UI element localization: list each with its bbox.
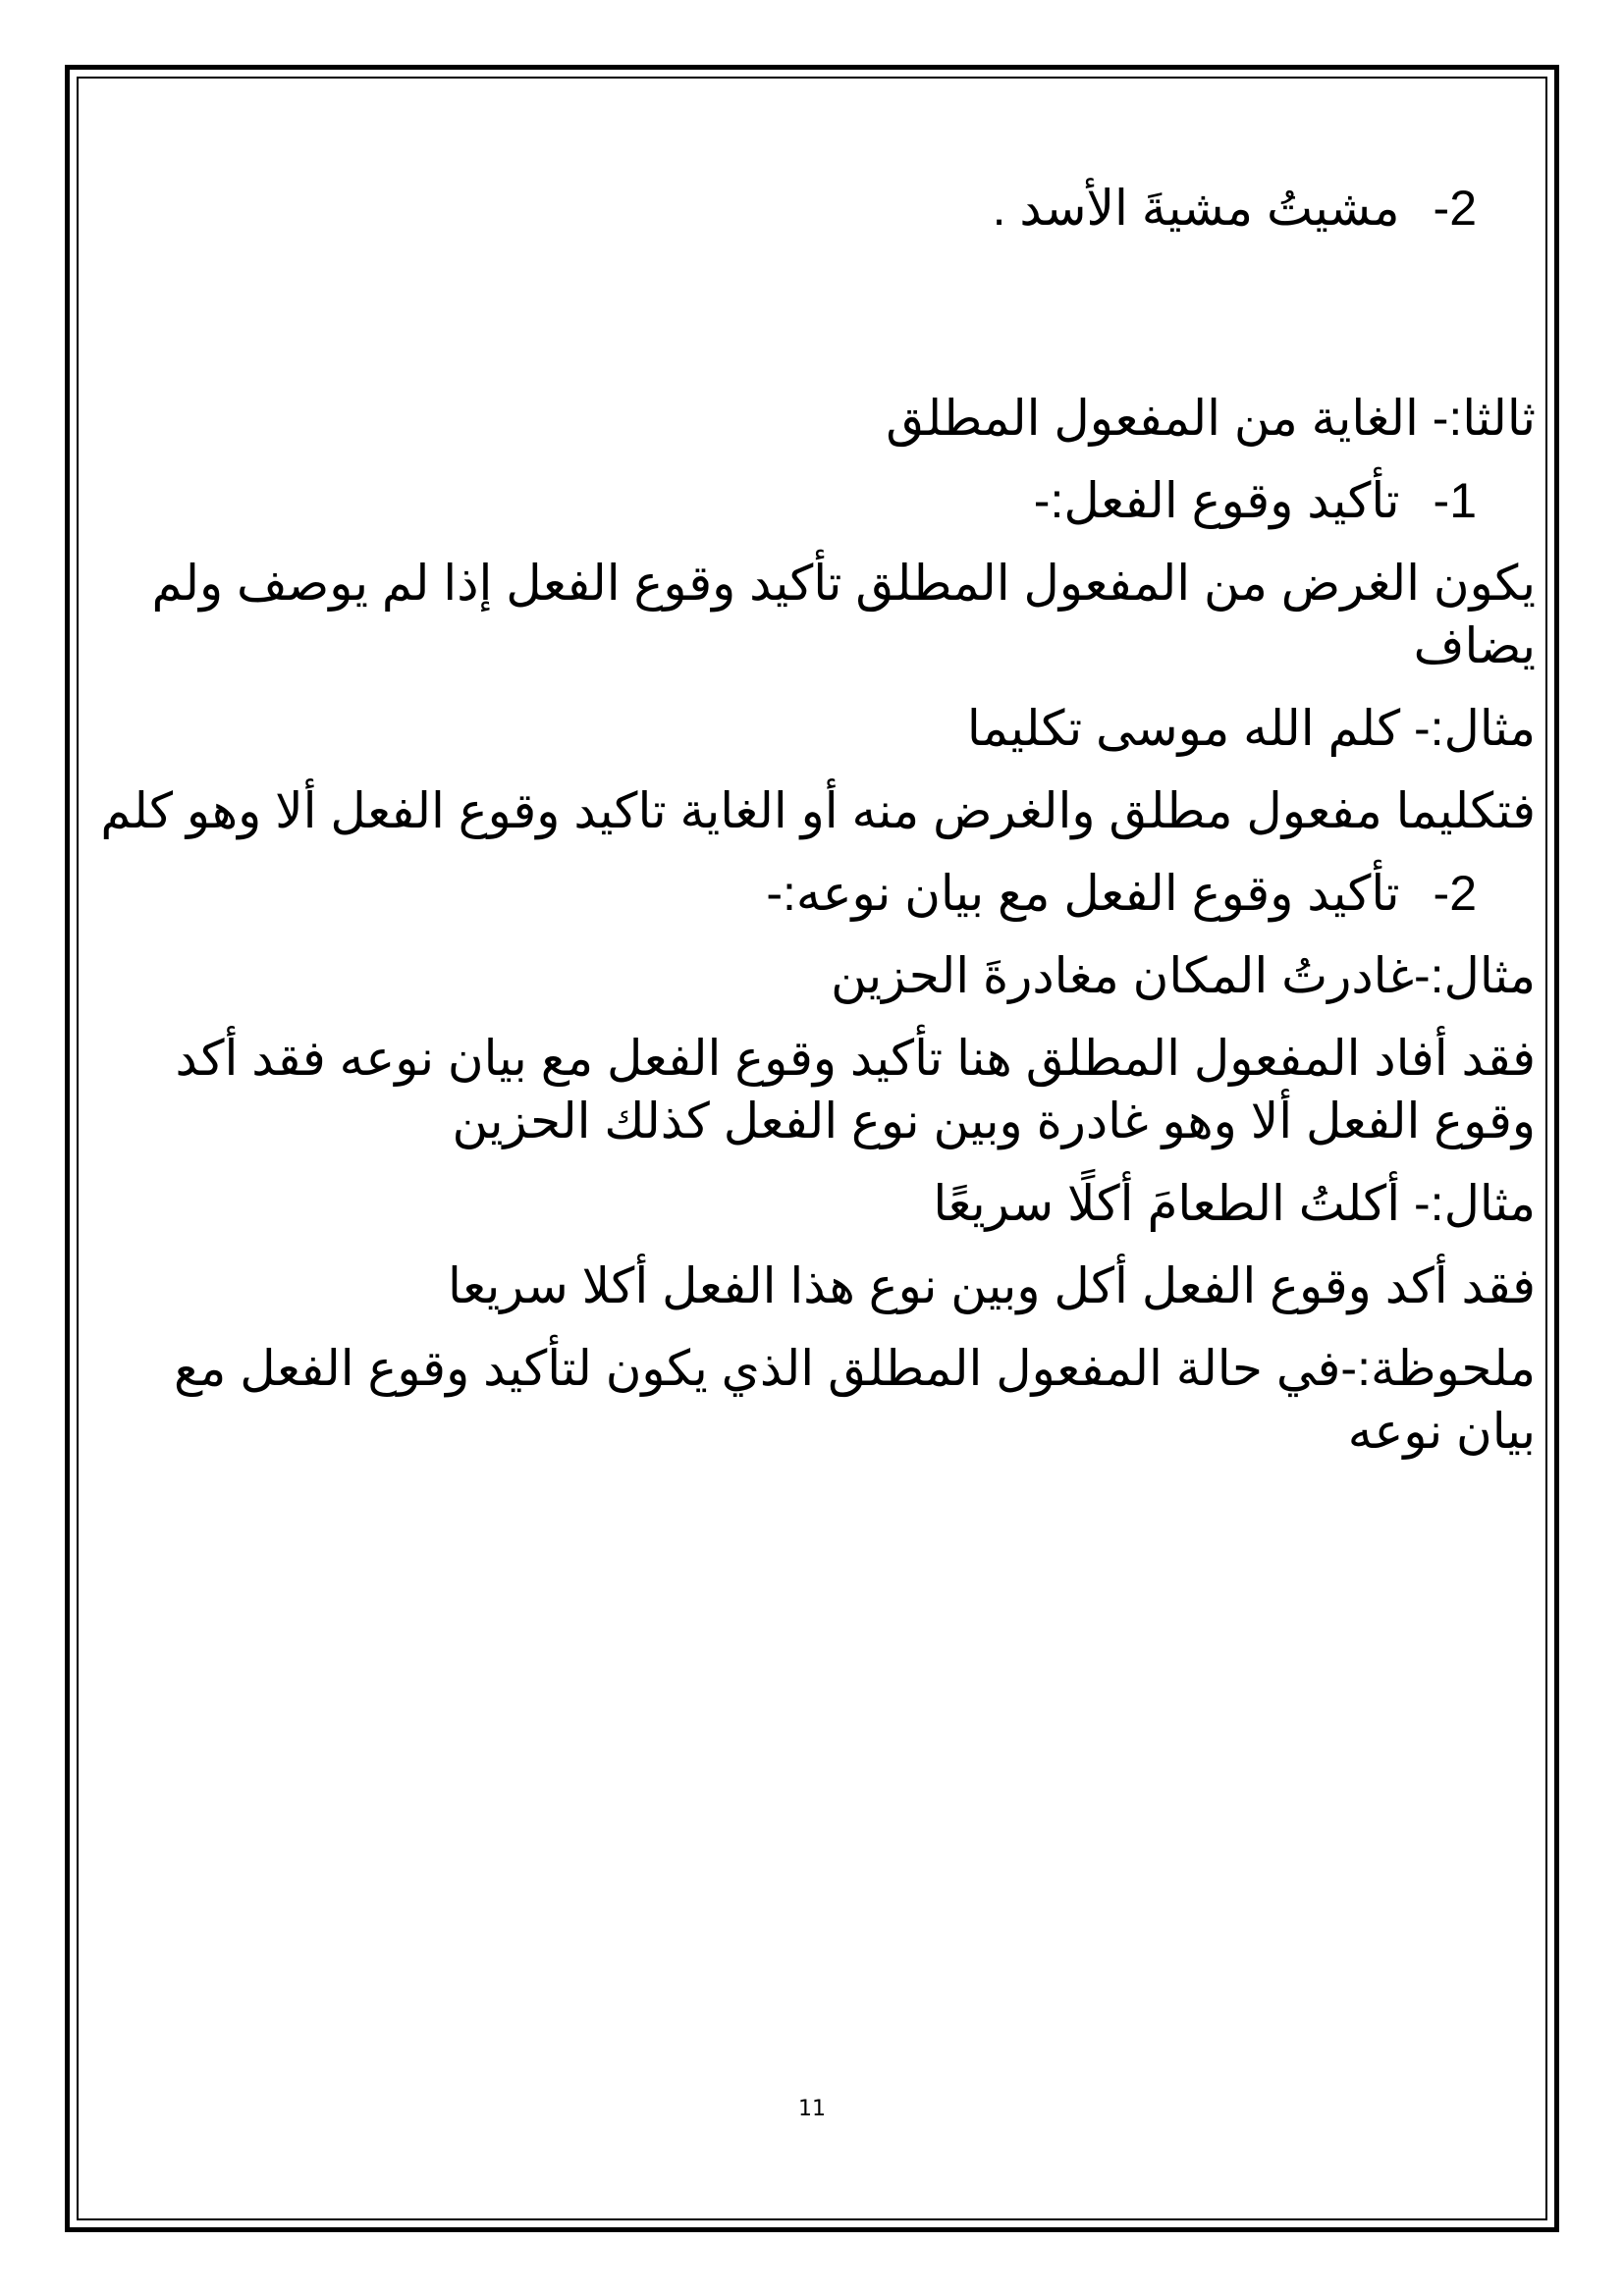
paragraph-explanation: فقد أكد وقوع الفعل أكل وبين نوع هذا الفعل أكلا سريعا xyxy=(448,1258,1536,1313)
page-number: 11 xyxy=(798,2097,826,2121)
purpose-one-title: تأكيد وقوع الفعل:- xyxy=(1033,473,1400,528)
purpose-two-heading xyxy=(94,862,1536,925)
example-line: مثال:-غادرتُ المكان مغادرةَ الحزين xyxy=(831,948,1536,1003)
document-body xyxy=(94,177,1536,1482)
purpose-two-title: تأكيد وقوع الفعل مع بيان نوعه:- xyxy=(766,866,1400,921)
example-two-line xyxy=(94,177,1536,240)
example-text: مشيتُ مشيةَ الأسد . xyxy=(992,181,1400,236)
section-heading: ثالثا:- الغاية من المفعول المطلق xyxy=(886,391,1536,446)
purpose-one-heading xyxy=(94,469,1536,532)
paragraph-explanation: فتكليما مفعول مطلق والغرض منه أو الغاية تاكيد وقوع الفعل ألا وهو كلم xyxy=(100,783,1536,838)
paragraph-purpose-one: يكون الغرض من المفعول المطلق تأكيد وقوع الفعل إذا لم يوصف ولم يضاف xyxy=(151,556,1536,673)
list-number: 2- xyxy=(1433,181,1477,236)
note-paragraph: ملحوظة:-في حالة المفعول المطلق الذي يكون لتأكيد وقوع الفعل مع بيان نوعه xyxy=(173,1341,1536,1459)
list-number: 1- xyxy=(1433,473,1477,528)
example-line: مثال:- كلم الله موسى تكليما xyxy=(966,701,1536,756)
example-line: مثال:- أكلتُ الطعامَ أكلًا سريعًا xyxy=(933,1176,1536,1231)
list-number: 2- xyxy=(1433,866,1477,921)
paragraph-explanation: فقد أفاد المفعول المطلق هنا تأكيد وقوع الفعل مع بيان نوعه فقد أكد وقوع الفعل ألا وهو غادرة وبين نوع الفعل كذلك الحزين xyxy=(175,1031,1536,1148)
